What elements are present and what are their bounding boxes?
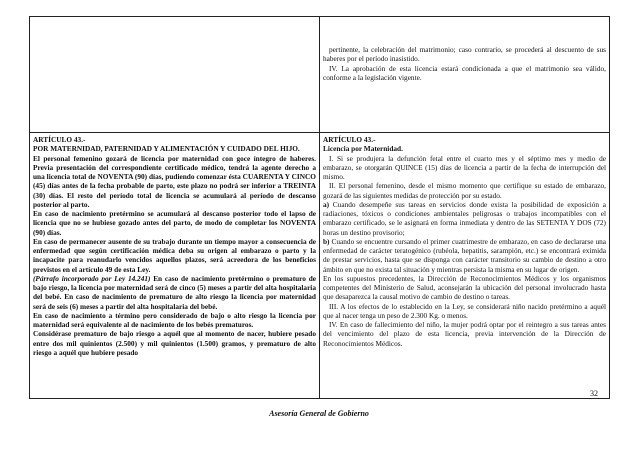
paragraph: I. Si se produjera la defunción fetal entre el cuarto mes y el séptimo mes y medio de embarazo, se otorgarán QUINCE (15) días de licencia a partir de la fecha de interrupción del mismo. [323,153,606,181]
article-title: ARTÍCULO 43.- [323,135,376,144]
item-label: a) [323,199,330,209]
paragraph: En caso de nacimiento pretérmino se acumulará al descanso posterior todo el lapso de licencia que no se hubiese gozado antes del parto, de modo de completar los NOVENTA (90) días. [33,209,316,237]
paragraph: En caso de nacimiento a término pero considerado de bajo o alto riesgo la licencia por maternidad será equivalente al de nacimiento de los bebés prematuros. [33,310,316,329]
paragraph: III. A los efectos de lo establecido en la Ley, se considerará niño nacido pretérmino a aquél que al nacer tenga un peso de 2.300 Kg. o menos. [323,301,606,320]
paragraph-text: Cuando desempeñe sus tareas en servicios donde exista la posibilidad de exposición a radiaciones, tóxicos o condiciones ambientales peligrosas o trabajos incompatibles con el embarazo certificado, se le asignará en forma inmediata y dentro de las SETENTA Y DOS (72) horas un destino provisorio; [323,199,606,237]
article-heading: Licencia por Maternidad. [323,144,403,154]
item-label: b) [323,236,330,246]
right-column-cell [320,133,610,399]
comparison-table [29,16,610,399]
empty-cell [30,17,320,133]
paragraph-text: En caso de nacimiento pretérmino o prematuro de bajo riesgo, la licencia por maternidad será de cinco (5) meses a partir del alta hospitalaria del bebé. En caso de nacimiento de prematuro de alto riesgo la licencia por maternidad será de seis (6) meses a partir del alta hospitalaria del bebé. [33,273,316,311]
article-heading: POR MATERNIDAD, PATERNIDAD Y ALIMENTACIÓN Y CUIDADO DEL HIJO. [33,144,300,154]
article-title: ARTÍCULO 43.- [33,135,86,144]
paragraph: IV. En caso de fallecimiento del niño, la mujer podrá optar por el reintegro a sus tareas antes del vencimiento del plazo de esta licencia, previa intervención de la Dirección de Reconocimientos Médicos. [323,320,606,348]
paragraph [323,237,606,274]
paragraph: pertinente, la celebración del matrimonio; caso contrario, se procederá al descuento de sus haberes por el período inasistido. [323,45,606,64]
page-number: 32 [590,389,598,398]
continuation-cell [320,17,610,133]
paragraph: En caso de permanecer ausente de su trabajo durante un tiempo mayor a consecuencia de enfermedad que según certificación médica deba su origen al embarazo o parto y la incapacite para reanudarlo vencidos aquellos plazos, será acreedora de los beneficios previstos en el artículo 49 de esta Ley. [33,236,316,274]
paragraph: El personal femenino gozará de licencia por maternidad con goce íntegro de haberes. Previa presentación del correspondiente certificado médico, tendrá la agente derecho a una licencia total de NOVENTA (90) días, pudiendo comenzar ésta CUARENTA Y CINCO (45) días antes de la fecha probable de parto, este plazo no podrá ser inferior a TREINTA (30) días. El resto del período total de licencia se acumulará al período de descanso posterior al parto. [33,153,316,209]
left-column-cell [30,133,320,399]
paragraph [323,200,606,237]
table-row [30,133,610,399]
amendment-note: (Párrafo incorporado por Ley 14.241) [33,273,151,283]
paragraph: Considérase prematuro de bajo riesgo a aquél que al momento de nacer, hubiere pesado entre dos mil quinientos (2.500) y mil quinientos (1.500) gramos, y prematuro de alto riesgo a aquél que hubiere pesado [33,329,316,357]
paragraph: IV. La aprobación de esta licencia estará condicionada a que el matrimonio sea válido, conforme a la legislación vigente. [323,63,606,82]
page-footer: Asesoría General de Gobierno [269,409,369,418]
paragraph: II. El personal femenino, desde el mismo momento que certifique su estado de embarazo, gozará de las siguientes medidas de protección por su estado. [323,181,606,200]
table-row [30,17,610,133]
paragraph-text: Cuando se encuentre cursando el primer cuatrimestre de embarazo, en caso de declararse una enfermedad de carácter teratogénico (rubéola, hepatitis, sarampión, etc.) se encontrará eximida de prestar servicios, hasta que se disponga con carácter transitorio su cambio de destino a otro ámbito en que no exista tal situación y mientras persista la misma en su lugar de origen. [323,236,606,274]
paragraph [33,274,316,311]
paragraph: En los supuestos precedentes, la Dirección de Reconocimientos Médicos y los organismos competentes del Ministerio de Salud, aconsejarán la ubicación del personal involucrado hasta que desaparezca la causal motivo de cambio de destino o tareas. [323,273,606,302]
